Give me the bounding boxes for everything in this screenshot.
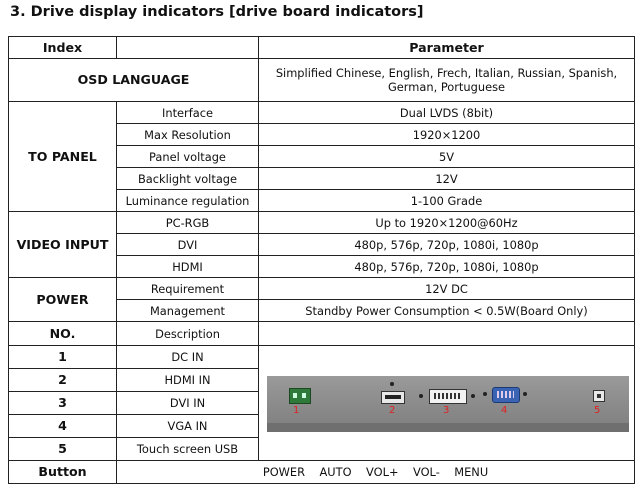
- video-row: [9, 212, 635, 234]
- board-edge: [267, 423, 629, 432]
- video-item-value: 480p, 576p, 720p, 1080i, 1080p: [259, 256, 635, 278]
- board-label-5: 5: [594, 404, 601, 416]
- panel-item-name: Max Resolution: [117, 124, 259, 146]
- panel-item-name: Luminance regulation: [117, 190, 259, 212]
- dvi-port-icon: [429, 389, 467, 404]
- osd-label: OSD LANGUAGE: [9, 59, 259, 102]
- power-item-value: 12V DC: [259, 278, 635, 300]
- panel-item-value: 1920×1200: [259, 124, 635, 146]
- section-heading: 3. Drive display indicators [drive board indicators]: [10, 4, 424, 20]
- board-label-4: 4: [501, 404, 508, 416]
- port-no: 4: [9, 415, 117, 438]
- port-desc: HDMI IN: [117, 369, 259, 392]
- dc-jack-icon: [289, 388, 311, 404]
- header-parameter: Parameter: [259, 37, 635, 59]
- spec-table: [8, 36, 635, 484]
- port-desc: VGA IN: [117, 415, 259, 438]
- indicator-led-icon: [390, 382, 394, 386]
- panel-item-value: 5V: [259, 146, 635, 168]
- panel-item-value: 1-100 Grade: [259, 190, 635, 212]
- button-value: POWER AUTO VOL+ VOL- MENU: [117, 461, 635, 484]
- video-item-value: Up to 1920×1200@60Hz: [259, 212, 635, 234]
- ports-header-row: [9, 322, 635, 346]
- video-label: VIDEO INPUT: [9, 212, 117, 278]
- osd-row: [9, 59, 635, 102]
- power-item-name: Management: [117, 300, 259, 322]
- video-item-name: DVI: [117, 234, 259, 256]
- port-desc: DVI IN: [117, 392, 259, 415]
- port-no: 1: [9, 346, 117, 369]
- power-item-value: Standby Power Consumption < 0.5W(Board Only): [259, 300, 635, 322]
- board-label-3: 3: [443, 404, 450, 416]
- ports-header-no: NO.: [9, 322, 117, 346]
- drive-board-image: [267, 376, 629, 432]
- video-item-name: HDMI: [117, 256, 259, 278]
- ports-header-blank: [259, 322, 635, 346]
- port-desc: Touch screen USB: [117, 438, 259, 461]
- button-label: Button: [9, 461, 117, 484]
- button-row: [9, 461, 635, 484]
- screw-icon: [483, 392, 487, 396]
- usb-port-icon: [593, 390, 605, 402]
- power-label: POWER: [9, 278, 117, 322]
- port-no: 5: [9, 438, 117, 461]
- panel-item-name: Panel voltage: [117, 146, 259, 168]
- video-item-name: PC-RGB: [117, 212, 259, 234]
- screw-icon: [523, 392, 527, 396]
- hdmi-port-icon: [381, 391, 405, 404]
- panel-label: TO PANEL: [9, 102, 117, 212]
- vga-port-icon: [492, 387, 520, 403]
- panel-item-value: 12V: [259, 168, 635, 190]
- osd-value-line2: German, Portuguese: [387, 80, 506, 94]
- power-item-name: Requirement: [117, 278, 259, 300]
- board-image-cell: [259, 346, 635, 461]
- board-label-2: 2: [389, 404, 396, 416]
- header-row: [9, 37, 635, 59]
- port-no: 2: [9, 369, 117, 392]
- osd-value-line1: Simplified Chinese, English, Frech, Italian, Russian, Spanish,: [275, 66, 618, 80]
- header-blank: [117, 37, 259, 59]
- panel-row: [9, 102, 635, 124]
- port-no: 3: [9, 392, 117, 415]
- panel-item-name: Backlight voltage: [117, 168, 259, 190]
- video-item-value: 480p, 576p, 720p, 1080i, 1080p: [259, 234, 635, 256]
- panel-item-name: Interface: [117, 102, 259, 124]
- osd-value: [259, 59, 635, 102]
- header-index: Index: [9, 37, 117, 59]
- port-desc: DC IN: [117, 346, 259, 369]
- screw-icon: [419, 394, 423, 398]
- ports-header-desc: Description: [117, 322, 259, 346]
- power-row: [9, 278, 635, 300]
- port-row: [9, 346, 635, 369]
- board-label-1: 1: [293, 404, 300, 416]
- panel-item-value: Dual LVDS (8bit): [259, 102, 635, 124]
- screw-icon: [471, 394, 475, 398]
